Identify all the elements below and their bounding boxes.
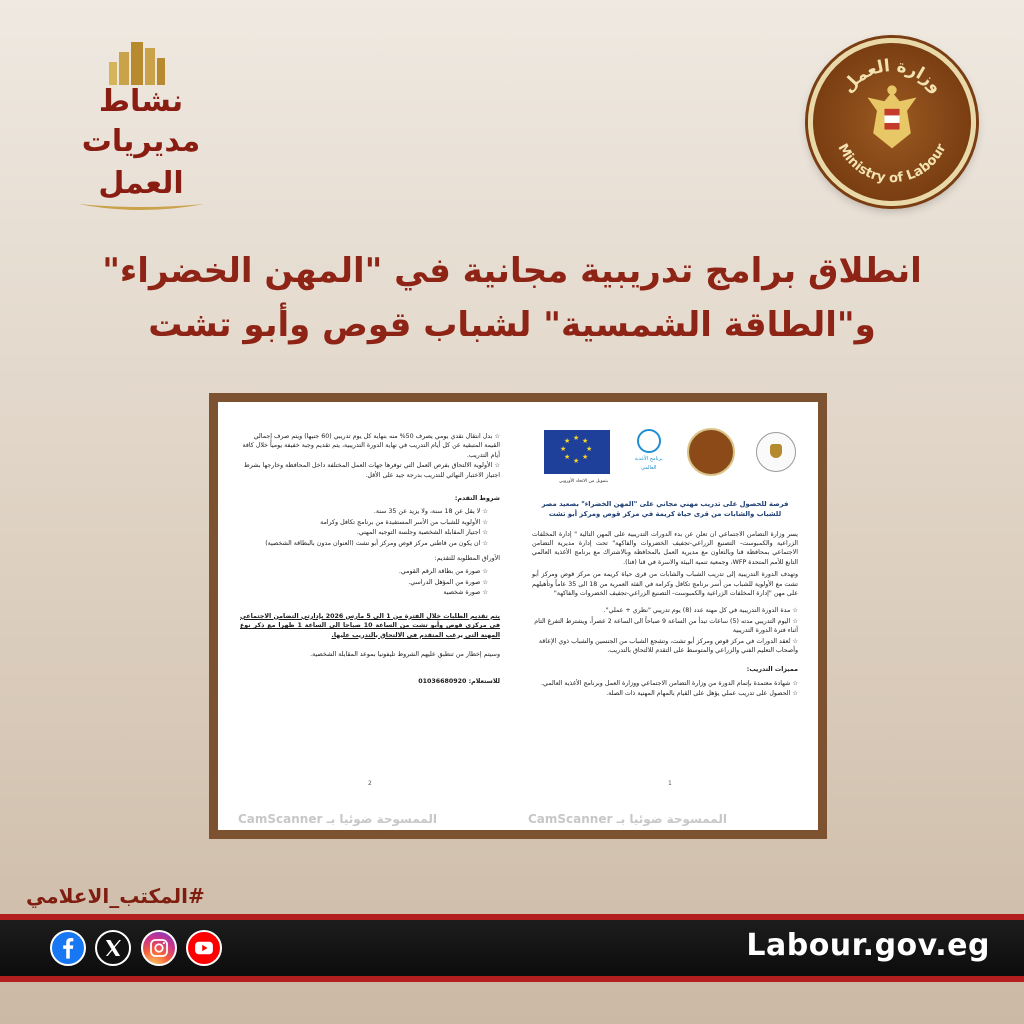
scanner-watermark: CamScanner الممسوحة ضوئيا بـ bbox=[238, 812, 437, 826]
footer-bar bbox=[0, 920, 1024, 976]
document-intro: يسر وزارة التضامن الاجتماعي ان تعلن عن بدء الدورات التدريبية على المهن التالية " إدارة المخلفات الزراعية والكمبوست- التصنيع الزراعي-تجفيف الخضروات والفاكهة" تحت إدارة مديرية التضامن الاجتماعي بمحافظة قنا وبالتعاون مع مديرية العمل بالمحافظة وبالاشتراك مع برنامج الأغذية العالمي التابع للأمم المتحدة WFP، وجمعية تنمية البيئة والاسرة في قنا (فنا). bbox=[532, 530, 798, 566]
benefits-list bbox=[240, 432, 500, 480]
list-item: ☆ تُعقد الدورات في مركز قوص ومركز أبو تشت، وتشجع الشباب من الجنسين والشباب ذوي الإعاقة وأصحاب التعليم الفني والزراعي والمتوسط على التقدم للالتحاق بالتدريب. bbox=[532, 637, 798, 656]
document-goal: وتهدف الدورة التدريبية إلى تدريب الشباب والشابات من قرى حياة كريمة من مركز قوص ومركز أبو تشت مع الأولوية للشباب من أسر برنامج تكافل وكرامة في الفئة العمرية من 18 الى 35 عاماً وتأهيلهم على مهن "إدارة المخلفات الزراعية والكمبوست- التصنيع الزراعي-تجفيف الخضروات والفاكهة" bbox=[532, 571, 798, 598]
activity-logo-line-3: العمل bbox=[98, 166, 184, 201]
notice-text: وسيتم إخطار من تنطبق عليهم الشروط تليفونيا بموعد المقابلة الشخصية. bbox=[310, 650, 500, 658]
activity-logo bbox=[66, 40, 216, 215]
wfp-logo bbox=[631, 429, 667, 475]
list-item: ☆ اليوم التدريبي مدته (5) ساعات تبدأ من الساعة 9 صباحاً الى الساعة 2 عصراً، ويشترط التفرغ التام أثناء فترة الدورة التدريبية bbox=[532, 617, 798, 636]
document-page-2 bbox=[218, 402, 518, 830]
ministry-small-logo bbox=[687, 428, 735, 476]
deadline-text: يتم تقديم الطلبات خلال الفترة من 1 الى 5 مارس 2026 بإدارتي التضامن الاجتماعي في مركزي قوص وأبو تشت من الساعة 10 صباحا الى الساعة 1 ظهرا مع ذكر نوع المهنة التي يرغب المتقدم في الالتحاق بالتدريب عليها. bbox=[240, 612, 501, 639]
ministry-of-labour-logo bbox=[808, 38, 976, 206]
features-list bbox=[532, 679, 798, 699]
footer-stripe bbox=[0, 976, 1024, 982]
page-number: 1 bbox=[668, 779, 672, 787]
swoosh-icon bbox=[76, 200, 206, 214]
contact-label: للاستعلام: bbox=[468, 678, 500, 686]
page-number: 2 bbox=[368, 779, 372, 787]
contact-phone: 01036680920 bbox=[418, 678, 467, 686]
list-item: ☆ صورة من بطاقة الرقم القومي. bbox=[240, 567, 488, 576]
list-item: ☆ صورة شخصية bbox=[240, 588, 488, 597]
contact-line bbox=[240, 677, 500, 686]
list-item: ☆ لا يقل عن 18 سنة، ولا يزيد عن 35 سنة. bbox=[240, 507, 488, 516]
ministry-logo-arabic: وزارة العمل bbox=[837, 55, 947, 97]
activity-logo-line-1: نشاط bbox=[98, 84, 184, 119]
papers-heading: الأوراق المطلوبة للتقديم: bbox=[434, 555, 500, 563]
youtube-icon[interactable] bbox=[186, 930, 222, 966]
list-item: ☆ الأولوية للشباب من الأسر المستفيدة من برنامج تكافل وكرامة bbox=[240, 518, 488, 527]
list-item: ☆ صورة من المؤهل الدراسي. bbox=[240, 578, 488, 587]
papers-list bbox=[240, 567, 500, 597]
eu-flag-logo: ★ ★ ★ ★ ★ ★ ★ ★ bbox=[544, 430, 610, 474]
facebook-icon[interactable] bbox=[50, 930, 86, 966]
scanned-document bbox=[218, 402, 818, 830]
list-item: ☆ الحصول على تدريب عملي يؤهل على القيام بالمهام المهنية ذات الصلة. bbox=[532, 689, 798, 698]
ministry-logo-english: Ministry of Labour bbox=[834, 141, 950, 187]
list-item: ☆ اجتياز المقابلة الشخصية وجلسة التوجيه المهني. bbox=[240, 528, 488, 537]
list-item: ☆ شهادة معتمدة بإتمام الدورة من وزارة التضامن الاجتماعي ووزارة العمل وبرنامج الأغذية العالمي. bbox=[532, 679, 798, 688]
instagram-icon[interactable] bbox=[141, 930, 177, 966]
wfp-caption: برنامج الأغذية العالمي bbox=[634, 456, 663, 472]
features-heading: مميزات التدريب: bbox=[746, 666, 798, 674]
list-item: ☆ ان يكون من قاطني مركز قوص ومركز أبو تشت (العنوان مدون بالبطاقة الشخصية) bbox=[240, 539, 488, 548]
conditions-heading: شروط التقدم: bbox=[454, 495, 500, 503]
conditions-list bbox=[240, 507, 500, 548]
list-item: ☆ مدة الدورة التدريبية في كل مهنة عدد (8) يوم تدريبي "نظري + عملي". bbox=[532, 606, 798, 615]
list-item: ☆ بدل انتقال نقدي يومي يصرف 50% منه بنهاية كل يوم تدريبي (60 جنيها) ويتم صرف إجمالي القيمة المتبقية عن كل أيام التدريب في نهاية الدورة التدريبية، يتم تقديم وجبة خفيفة يومياً خلال كافة أيام التدريب. bbox=[240, 432, 500, 460]
solidarity-ministry-logo bbox=[756, 432, 796, 472]
partner-logos bbox=[532, 428, 798, 476]
eu-caption: بتمويل من الاتحاد الأوروبي bbox=[558, 479, 608, 484]
eagle-emblem-icon bbox=[813, 43, 971, 201]
course-details-list bbox=[532, 606, 798, 655]
document-page-1 bbox=[518, 402, 818, 830]
scanner-watermark: CamScanner الممسوحة ضوئيا بـ bbox=[528, 812, 727, 826]
document-title: فرصة للحصول على تدريب مهني مجاني على "المهن الخضراء" بصعيد مصر للشباب والشابات من قرى حياة كريمة في مركز قوص ومركز أبو تشت bbox=[541, 500, 789, 518]
document-frame bbox=[209, 393, 827, 839]
headline: انطلاق برامج تدريبية مجانية في "المهن الخضراء" و"الطاقة الشمسية" لشباب قوص وأبو تشت bbox=[102, 251, 922, 345]
footer-stripe bbox=[0, 914, 1024, 920]
media-office-hashtag[interactable]: #المكتب_الاعلامي bbox=[26, 884, 205, 908]
buildings-icon bbox=[101, 40, 181, 85]
website-link[interactable]: Labour.gov.eg bbox=[746, 928, 990, 963]
list-item: ☆ الأولوية الالتحاق بفرص العمل التي توفرها جهات العمل المختلفة داخل المحافظة وخارجها بشرط اجتياز الاختبار النهائي للتدريب بدرجة جيد على الأقل. bbox=[240, 461, 500, 480]
activity-logo-line-2: مديريات bbox=[81, 124, 201, 159]
x-icon[interactable] bbox=[95, 930, 131, 966]
